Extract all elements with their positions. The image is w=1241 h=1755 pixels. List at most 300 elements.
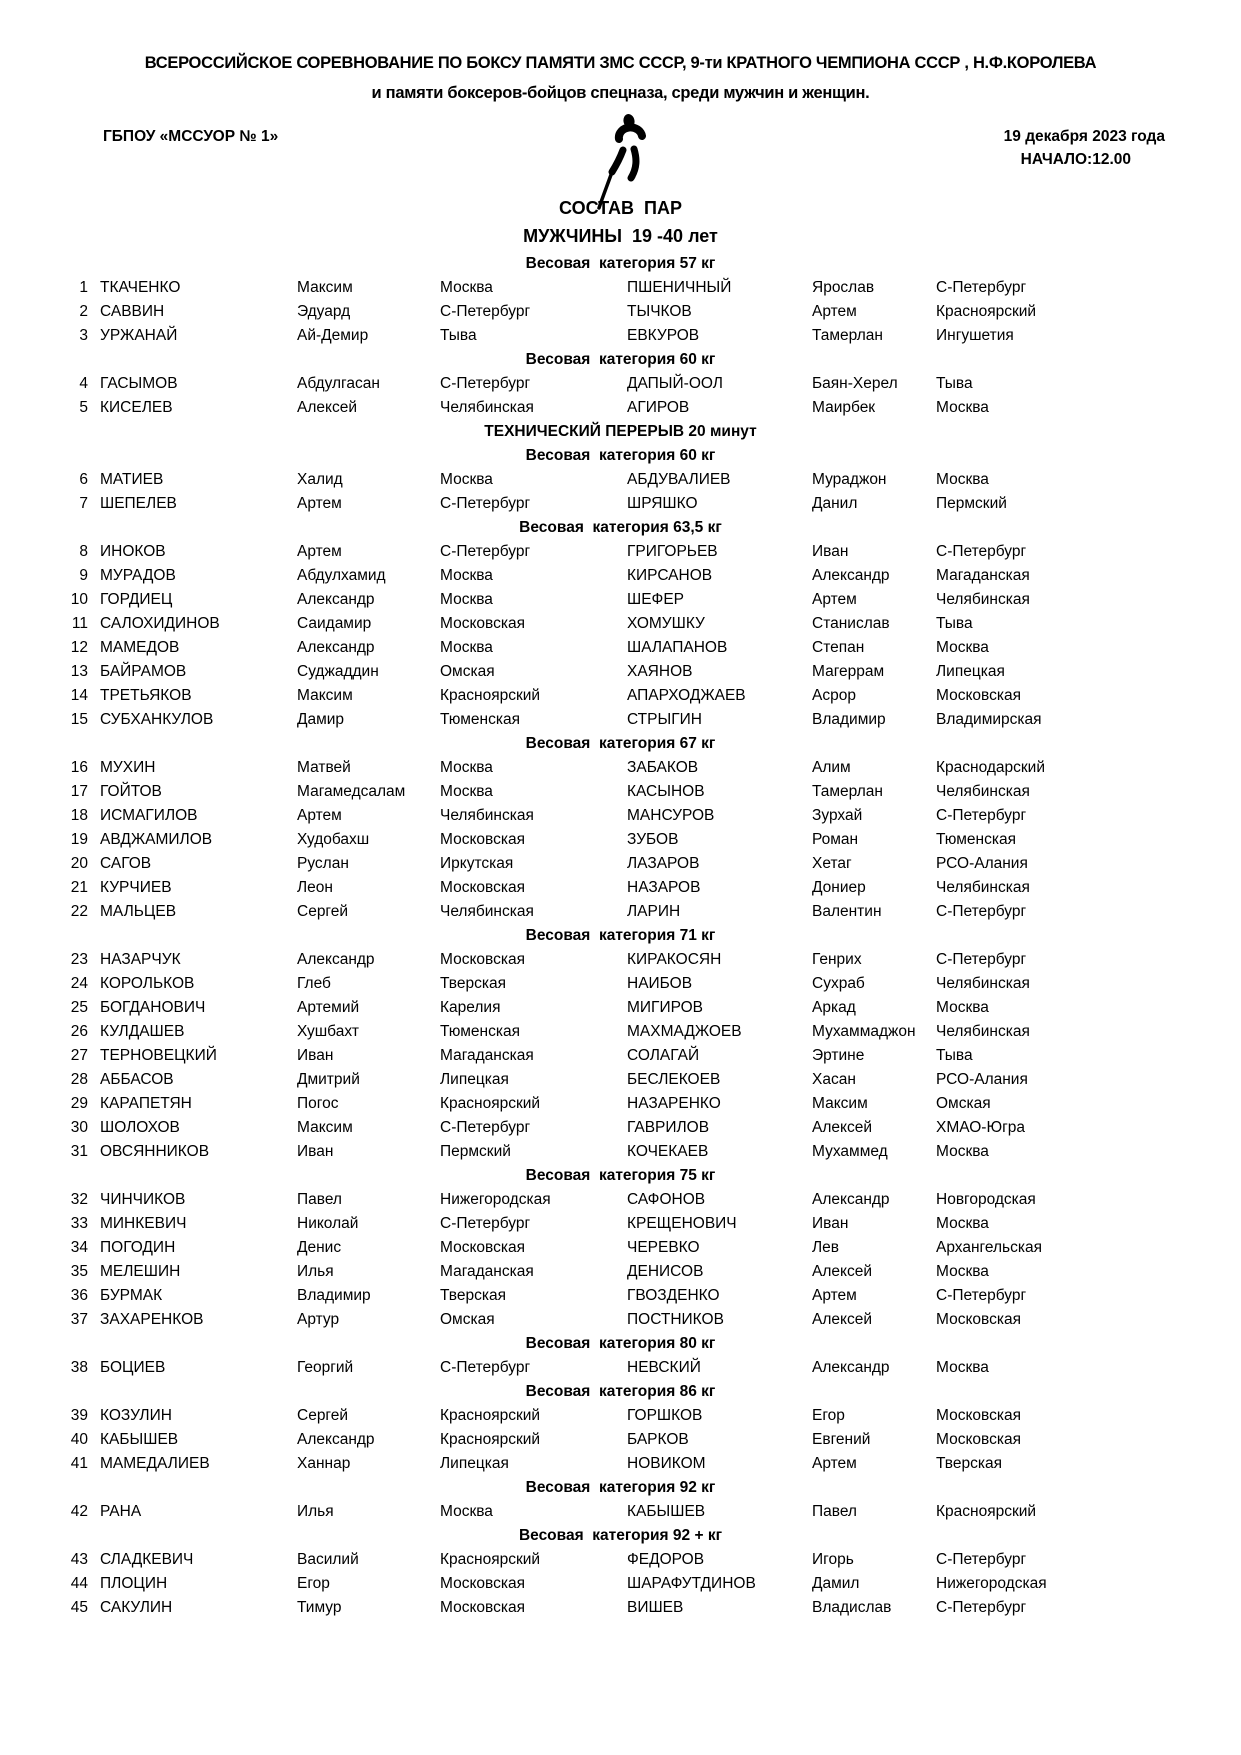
red-corner-firstname: Дамир xyxy=(297,711,345,728)
blue-corner-region: Краснодарский xyxy=(936,759,1045,776)
red-corner-region: С-Петербург xyxy=(440,543,531,560)
red-corner-region: Москва xyxy=(440,759,493,776)
red-corner-firstname: Максим xyxy=(297,1119,353,1136)
bout-number: 32 xyxy=(70,1191,88,1208)
blue-corner-surname: ГВОЗДЕНКО xyxy=(627,1287,720,1304)
bout-number: 24 xyxy=(70,975,88,992)
blue-corner-firstname: Станислав xyxy=(812,615,890,632)
red-corner-surname: МАТИЕВ xyxy=(100,471,164,488)
blue-corner-firstname: Максим xyxy=(812,1095,868,1112)
red-corner-surname: БУРМАК xyxy=(100,1287,163,1304)
blue-corner-surname: ГОРШКОВ xyxy=(627,1407,703,1424)
blue-corner-region: С-Петербург xyxy=(936,903,1027,920)
organization-name: ГБПОУ «МССУОР № 1» xyxy=(103,128,279,145)
blue-corner-firstname: Мухаммаджон xyxy=(812,1023,916,1040)
red-corner-region: Красноярский xyxy=(440,1431,541,1448)
blue-corner-surname: ХОМУШКУ xyxy=(627,615,705,632)
red-corner-firstname: Алексей xyxy=(297,399,357,416)
red-corner-surname: КАБЫШЕВ xyxy=(100,1431,179,1448)
red-corner-region: Москва xyxy=(440,471,493,488)
red-corner-firstname: Руслан xyxy=(297,855,349,872)
blue-corner-firstname: Эртине xyxy=(812,1047,865,1064)
red-corner-region: Омская xyxy=(440,1311,495,1328)
blue-corner-region: Москва xyxy=(936,1143,989,1160)
bout-number: 45 xyxy=(70,1599,88,1616)
red-corner-firstname: Леон xyxy=(297,879,333,896)
blue-corner-region: Москва xyxy=(936,399,989,416)
red-corner-surname: ТРЕТЬЯКОВ xyxy=(100,687,192,704)
blue-corner-region: Тыва xyxy=(936,1047,973,1064)
bout-number: 37 xyxy=(70,1311,88,1328)
blue-corner-surname: ВИШЕВ xyxy=(627,1599,684,1616)
blue-corner-surname: ХАЯНОВ xyxy=(627,663,693,680)
pair-row xyxy=(0,1500,1241,1524)
blue-corner-surname: ТЫЧКОВ xyxy=(627,303,692,320)
red-corner-region: Карелия xyxy=(440,999,501,1016)
pair-row xyxy=(0,852,1241,876)
blue-corner-firstname: Алексей xyxy=(812,1263,872,1280)
pair-row xyxy=(0,876,1241,900)
bout-number: 7 xyxy=(79,495,88,512)
blue-corner-firstname: Артем xyxy=(812,1455,857,1472)
red-corner-surname: ГОЙТОВ xyxy=(100,783,162,800)
red-corner-region: Магаданская xyxy=(440,1263,534,1280)
bout-number: 36 xyxy=(70,1287,88,1304)
red-corner-surname: ТКАЧЕНКО xyxy=(100,279,181,296)
blue-corner-region: С-Петербург xyxy=(936,1287,1027,1304)
bout-number: 1 xyxy=(79,279,88,296)
blue-corner-surname: МИГИРОВ xyxy=(627,999,703,1016)
red-corner-surname: ГАСЫМОВ xyxy=(100,375,178,392)
blue-corner-firstname: Степан xyxy=(812,639,865,656)
men-age-heading: МУЖЧИНЫ 19 -40 лет xyxy=(523,226,718,246)
blue-corner-region: Челябинская xyxy=(936,975,1030,992)
red-corner-surname: КИСЕЛЕВ xyxy=(100,399,173,416)
blue-corner-firstname: Александр xyxy=(812,1191,890,1208)
blue-corner-surname: ШАРАФУТДИНОВ xyxy=(627,1575,756,1592)
bout-number: 35 xyxy=(70,1263,88,1280)
red-corner-firstname: Артемий xyxy=(297,999,360,1016)
blue-corner-firstname: Лев xyxy=(812,1239,840,1256)
weight-category-header: Весовая категория 63,5 кг xyxy=(519,519,722,536)
red-corner-region: Московская xyxy=(440,1239,525,1256)
event-date: 19 декабря 2023 года xyxy=(1003,128,1165,145)
red-corner-firstname: Александр xyxy=(297,591,375,608)
blue-corner-firstname: Иван xyxy=(812,1215,849,1232)
red-corner-region: Челябинская xyxy=(440,903,534,920)
pair-row xyxy=(0,1140,1241,1164)
pair-row xyxy=(0,780,1241,804)
red-corner-surname: САВВИН xyxy=(100,303,165,320)
blue-corner-surname: ГАВРИЛОВ xyxy=(627,1119,710,1136)
blue-corner-firstname: Ярослав xyxy=(812,279,875,296)
pair-row xyxy=(0,1356,1241,1380)
red-corner-region: Иркутская xyxy=(440,855,514,872)
red-corner-firstname: Саидамир xyxy=(297,615,372,632)
red-corner-surname: ШОЛОХОВ xyxy=(100,1119,180,1136)
blue-corner-region: Новгородская xyxy=(936,1191,1036,1208)
blue-corner-firstname: Хасан xyxy=(812,1071,856,1088)
red-corner-firstname: Артем xyxy=(297,543,342,560)
bout-number: 17 xyxy=(70,783,88,800)
blue-corner-region: С-Петербург xyxy=(936,1599,1027,1616)
pair-row xyxy=(0,564,1241,588)
blue-corner-region: Москва xyxy=(936,471,989,488)
blue-corner-region: Ингушетия xyxy=(936,327,1014,344)
red-corner-region: Тверская xyxy=(440,975,506,992)
pair-row xyxy=(0,492,1241,516)
bout-number: 18 xyxy=(70,807,88,824)
bout-number: 43 xyxy=(70,1551,88,1568)
red-corner-firstname: Василий xyxy=(297,1551,359,1568)
blue-corner-firstname: Евгений xyxy=(812,1431,871,1448)
blue-corner-surname: БАРКОВ xyxy=(627,1431,689,1448)
weight-category-header: Весовая категория 67 кг xyxy=(525,735,716,752)
blue-corner-firstname: Мухаммед xyxy=(812,1143,888,1160)
red-corner-region: Москва xyxy=(440,279,493,296)
red-corner-region: С-Петербург xyxy=(440,495,531,512)
weight-category-header: Весовая категория 57 кг xyxy=(525,255,716,272)
red-corner-surname: СЛАДКЕВИЧ xyxy=(100,1551,194,1568)
blue-corner-region: Омская xyxy=(936,1095,991,1112)
red-corner-firstname: Денис xyxy=(297,1239,342,1256)
weight-category-header: Весовая категория 86 кг xyxy=(525,1383,716,1400)
red-corner-region: Красноярский xyxy=(440,1407,541,1424)
blue-corner-region: Тюменская xyxy=(936,831,1016,848)
red-corner-surname: ИНОКОВ xyxy=(100,543,166,560)
red-corner-region: Москва xyxy=(440,591,493,608)
pair-row xyxy=(0,828,1241,852)
blue-corner-region: Тверская xyxy=(936,1455,1002,1472)
blue-corner-surname: НЕВСКИЙ xyxy=(627,1359,701,1376)
blue-corner-surname: ЛАЗАРОВ xyxy=(627,855,700,872)
red-corner-surname: КУРЧИЕВ xyxy=(100,879,172,896)
pair-row xyxy=(0,1284,1241,1308)
blue-corner-firstname: Владимир xyxy=(812,711,886,728)
bout-number: 38 xyxy=(70,1359,88,1376)
blue-corner-surname: НАЗАРЕНКО xyxy=(627,1095,721,1112)
blue-corner-surname: ПШЕНИЧНЫЙ xyxy=(627,279,732,296)
red-corner-firstname: Ханнар xyxy=(297,1455,351,1472)
bout-number: 33 xyxy=(70,1215,88,1232)
bout-number: 12 xyxy=(70,639,88,656)
red-corner-firstname: Ай-Демир xyxy=(297,327,369,344)
red-corner-region: Московская xyxy=(440,1575,525,1592)
red-corner-region: Москва xyxy=(440,567,493,584)
start-time: НАЧАЛО:12.00 xyxy=(1020,151,1131,168)
blue-corner-surname: ЛАРИН xyxy=(627,903,681,920)
red-corner-region: Красноярский xyxy=(440,687,541,704)
pair-row xyxy=(0,1044,1241,1068)
blue-corner-region: Москва xyxy=(936,1359,989,1376)
red-corner-region: Московская xyxy=(440,615,525,632)
red-corner-region: Тюменская xyxy=(440,1023,520,1040)
red-corner-surname: ЗАХАРЕНКОВ xyxy=(100,1311,204,1328)
red-corner-surname: ИСМАГИЛОВ xyxy=(100,807,198,824)
red-corner-region: Липецкая xyxy=(440,1071,509,1088)
blue-corner-region: С-Петербург xyxy=(936,1551,1027,1568)
pair-row xyxy=(0,324,1241,348)
blue-corner-region: Тыва xyxy=(936,375,973,392)
blue-corner-region: Челябинская xyxy=(936,1023,1030,1040)
blue-corner-region: С-Петербург xyxy=(936,543,1027,560)
red-corner-region: С-Петербург xyxy=(440,1215,531,1232)
red-corner-surname: БОГДАНОВИЧ xyxy=(100,999,206,1016)
red-corner-region: Московская xyxy=(440,1599,525,1616)
pair-row xyxy=(0,636,1241,660)
blue-corner-region: Липецкая xyxy=(936,663,1005,680)
tournament-title-line1: ВСЕРОССИЙСКОЕ СОРЕВНОВАНИЕ ПО БОКСУ ПАМЯТИ ЗМС СССР, 9-ти КРАТНОГО ЧЕМПИОНА СССР , Н.Ф.КОРОЛЕВА xyxy=(144,54,1097,72)
red-corner-firstname: Эдуард xyxy=(297,303,351,320)
pair-row xyxy=(0,1260,1241,1284)
blue-corner-firstname: Владислав xyxy=(812,1599,892,1616)
blue-corner-region: Москва xyxy=(936,1215,989,1232)
red-corner-firstname: Сергей xyxy=(297,903,349,920)
bout-number: 11 xyxy=(71,615,88,632)
pair-row xyxy=(0,1572,1241,1596)
blue-corner-surname: КРЕЩЕНОВИЧ xyxy=(627,1215,737,1232)
blue-corner-region: РСО-Алания xyxy=(936,1071,1028,1088)
red-corner-firstname: Матвей xyxy=(297,759,351,776)
red-corner-surname: НАЗАРЧУК xyxy=(100,951,181,968)
pair-row xyxy=(0,1548,1241,1572)
red-corner-surname: БАЙРАМОВ xyxy=(100,663,187,680)
red-corner-region: Челябинская xyxy=(440,399,534,416)
pair-row xyxy=(0,468,1241,492)
pair-row xyxy=(0,948,1241,972)
red-corner-firstname: Максим xyxy=(297,687,353,704)
blue-corner-surname: ФЕДОРОВ xyxy=(627,1551,705,1568)
blue-corner-firstname: Артем xyxy=(812,591,857,608)
blue-corner-region: Челябинская xyxy=(936,591,1030,608)
red-corner-surname: КАРАПЕТЯН xyxy=(100,1095,192,1112)
pair-row xyxy=(0,1236,1241,1260)
weight-category-header: Весовая категория 80 кг xyxy=(525,1335,716,1352)
red-corner-firstname: Георгий xyxy=(297,1359,354,1376)
red-corner-surname: РАНА xyxy=(100,1503,142,1520)
blue-corner-surname: АПАРХОДЖАЕВ xyxy=(627,687,746,704)
pair-row xyxy=(0,300,1241,324)
blue-corner-surname: КИРСАНОВ xyxy=(627,567,713,584)
red-corner-firstname: Артур xyxy=(297,1311,340,1328)
blue-corner-firstname: Данил xyxy=(812,495,858,512)
red-corner-firstname: Илья xyxy=(297,1503,334,1520)
pair-row xyxy=(0,1404,1241,1428)
pair-row xyxy=(0,276,1241,300)
red-corner-region: Челябинская xyxy=(440,807,534,824)
pair-row xyxy=(0,1212,1241,1236)
red-corner-region: Липецкая xyxy=(440,1455,509,1472)
pair-row xyxy=(0,708,1241,732)
blue-corner-firstname: Баян-Херел xyxy=(812,375,898,392)
red-corner-firstname: Сергей xyxy=(297,1407,349,1424)
red-corner-surname: ЧИНЧИКОВ xyxy=(100,1191,186,1208)
blue-corner-surname: КОЧЕКАЕВ xyxy=(627,1143,709,1160)
bout-number: 10 xyxy=(70,591,88,608)
blue-corner-region: Московская xyxy=(936,687,1021,704)
red-corner-firstname: Александр xyxy=(297,639,375,656)
bout-number: 8 xyxy=(79,543,88,560)
red-corner-firstname: Артем xyxy=(297,495,342,512)
bout-number: 41 xyxy=(70,1455,88,1472)
red-corner-region: Тверская xyxy=(440,1287,506,1304)
blue-corner-firstname: Мураджон xyxy=(812,471,887,488)
blue-corner-firstname: Алексей xyxy=(812,1119,872,1136)
red-corner-firstname: Суджаддин xyxy=(297,663,379,680)
pair-row xyxy=(0,612,1241,636)
blue-corner-surname: КИРАКОСЯН xyxy=(627,951,722,968)
red-corner-region: Омская xyxy=(440,663,495,680)
red-corner-surname: КОЗУЛИН xyxy=(100,1407,172,1424)
blue-corner-region: Красноярский xyxy=(936,1503,1037,1520)
pair-row xyxy=(0,1452,1241,1476)
red-corner-region: Тыва xyxy=(440,327,477,344)
blue-corner-surname: НАЗАРОВ xyxy=(627,879,701,896)
pair-row xyxy=(0,1428,1241,1452)
blue-corner-firstname: Роман xyxy=(812,831,859,848)
pair-row xyxy=(0,996,1241,1020)
red-corner-firstname: Иван xyxy=(297,1143,334,1160)
red-corner-region: Красноярский xyxy=(440,1551,541,1568)
blue-corner-surname: ШРЯШКО xyxy=(627,495,698,512)
red-corner-surname: АББАСОВ xyxy=(100,1071,174,1088)
blue-corner-surname: ГРИГОРЬЕВ xyxy=(627,543,718,560)
red-corner-firstname: Александр xyxy=(297,951,375,968)
pair-row xyxy=(0,372,1241,396)
bout-number: 42 xyxy=(70,1503,88,1520)
red-corner-firstname: Максим xyxy=(297,279,353,296)
bout-number: 30 xyxy=(70,1119,88,1136)
blue-corner-surname: БЕСЛЕКОЕВ xyxy=(627,1071,721,1088)
red-corner-firstname: Павел xyxy=(297,1191,342,1208)
blue-corner-firstname: Александр xyxy=(812,1359,890,1376)
blue-corner-region: Челябинская xyxy=(936,879,1030,896)
red-corner-surname: ПОГОДИН xyxy=(100,1239,176,1256)
pair-row xyxy=(0,540,1241,564)
blue-corner-surname: СТРЫГИН xyxy=(627,711,702,728)
red-corner-surname: УРЖАНАЙ xyxy=(100,327,178,344)
red-corner-surname: САКУЛИН xyxy=(100,1599,173,1616)
blue-corner-region: РСО-Алания xyxy=(936,855,1028,872)
blue-corner-region: Владимирская xyxy=(936,711,1042,728)
blue-corner-firstname: Валентин xyxy=(812,903,882,920)
red-corner-region: Магаданская xyxy=(440,1047,534,1064)
blue-corner-firstname: Асрор xyxy=(812,687,856,704)
blue-corner-firstname: Александр xyxy=(812,567,890,584)
red-corner-surname: МУРАДОВ xyxy=(100,567,176,584)
pair-row xyxy=(0,1068,1241,1092)
red-corner-surname: МАЛЬЦЕВ xyxy=(100,903,177,920)
red-corner-surname: МЕЛЕШИН xyxy=(100,1263,181,1280)
red-corner-surname: КУЛДАШЕВ xyxy=(100,1023,185,1040)
pairs-heading: СОСТАВ ПАР xyxy=(559,198,682,218)
blue-corner-surname: ШАЛАПАНОВ xyxy=(627,639,728,656)
pair-row xyxy=(0,1188,1241,1212)
blue-corner-firstname: Иван xyxy=(812,543,849,560)
weight-category-header: Весовая категория 92 + кг xyxy=(518,1527,723,1544)
bout-number: 31 xyxy=(70,1143,88,1160)
pair-row xyxy=(0,1116,1241,1140)
red-corner-surname: КОРОЛЬКОВ xyxy=(100,975,195,992)
blue-corner-region: Магаданская xyxy=(936,567,1030,584)
red-corner-surname: МУХИН xyxy=(100,759,156,776)
red-corner-surname: СУБХАНКУЛОВ xyxy=(100,711,214,728)
blue-corner-firstname: Артем xyxy=(812,303,857,320)
blue-corner-surname: АГИРОВ xyxy=(627,399,690,416)
red-corner-region: Московская xyxy=(440,951,525,968)
red-corner-surname: ШЕПЕЛЕВ xyxy=(100,495,177,512)
blue-corner-firstname: Магеррам xyxy=(812,663,885,680)
bout-number: 27 xyxy=(70,1047,88,1064)
blue-corner-surname: МАХМАДЖОЕВ xyxy=(627,1023,742,1040)
bout-number: 26 xyxy=(70,1023,88,1040)
red-corner-region: Москва xyxy=(440,639,493,656)
pairs-list xyxy=(0,252,1241,1620)
blue-corner-region: С-Петербург xyxy=(936,951,1027,968)
blue-corner-firstname: Тамерлан xyxy=(812,783,883,800)
red-corner-firstname: Худобахш xyxy=(297,831,370,848)
blue-corner-surname: МАНСУРОВ xyxy=(627,807,715,824)
red-corner-region: Красноярский xyxy=(440,1095,541,1112)
red-corner-surname: ПЛОЦИН xyxy=(100,1575,168,1592)
red-corner-region: С-Петербург xyxy=(440,303,531,320)
red-corner-firstname: Магамедсалам xyxy=(297,783,406,800)
blue-corner-firstname: Хетаг xyxy=(812,855,852,872)
red-corner-firstname: Егор xyxy=(297,1575,330,1592)
red-corner-firstname: Глеб xyxy=(297,975,331,992)
bout-number: 40 xyxy=(70,1431,88,1448)
pair-row xyxy=(0,756,1241,780)
pair-row xyxy=(0,1596,1241,1620)
blue-corner-region: Москва xyxy=(936,639,989,656)
red-corner-surname: ОВСЯННИКОВ xyxy=(100,1143,210,1160)
bout-number: 3 xyxy=(79,327,88,344)
red-corner-region: Московская xyxy=(440,831,525,848)
weight-category-header: Весовая категория 60 кг xyxy=(525,447,716,464)
pair-row xyxy=(0,900,1241,924)
pair-row xyxy=(0,396,1241,420)
red-corner-surname: БОЦИЕВ xyxy=(100,1359,166,1376)
blue-corner-region: С-Петербург xyxy=(936,807,1027,824)
bout-number: 14 xyxy=(70,687,88,704)
pair-row xyxy=(0,684,1241,708)
red-corner-firstname: Погос xyxy=(297,1095,339,1112)
blue-corner-firstname: Зурхай xyxy=(812,807,863,824)
blue-corner-region: Московская xyxy=(936,1407,1021,1424)
pair-row xyxy=(0,1308,1241,1332)
red-corner-region: Пермский xyxy=(440,1143,511,1160)
red-corner-region: С-Петербург xyxy=(440,1359,531,1376)
blue-corner-region: С-Петербург xyxy=(936,279,1027,296)
red-corner-firstname: Тимур xyxy=(297,1599,342,1616)
red-corner-firstname: Хушбахт xyxy=(297,1023,359,1040)
blue-corner-region: Красноярский xyxy=(936,303,1037,320)
blue-corner-region: ХМАО-Югра xyxy=(936,1119,1026,1136)
red-corner-surname: ТЕРНОВЕЦКИЙ xyxy=(100,1047,217,1064)
bout-number: 6 xyxy=(79,471,88,488)
red-corner-region: Москва xyxy=(440,783,493,800)
weight-category-header: Весовая категория 75 кг xyxy=(525,1167,716,1184)
blue-corner-surname: КАСЫНОВ xyxy=(627,783,705,800)
red-corner-region: С-Петербург xyxy=(440,375,531,392)
red-corner-firstname: Илья xyxy=(297,1263,334,1280)
bout-number: 9 xyxy=(79,567,88,584)
blue-corner-firstname: Игорь xyxy=(812,1551,854,1568)
blue-corner-firstname: Аркад xyxy=(812,999,856,1016)
pair-row xyxy=(0,804,1241,828)
bout-number: 44 xyxy=(70,1575,88,1592)
pair-row xyxy=(0,660,1241,684)
